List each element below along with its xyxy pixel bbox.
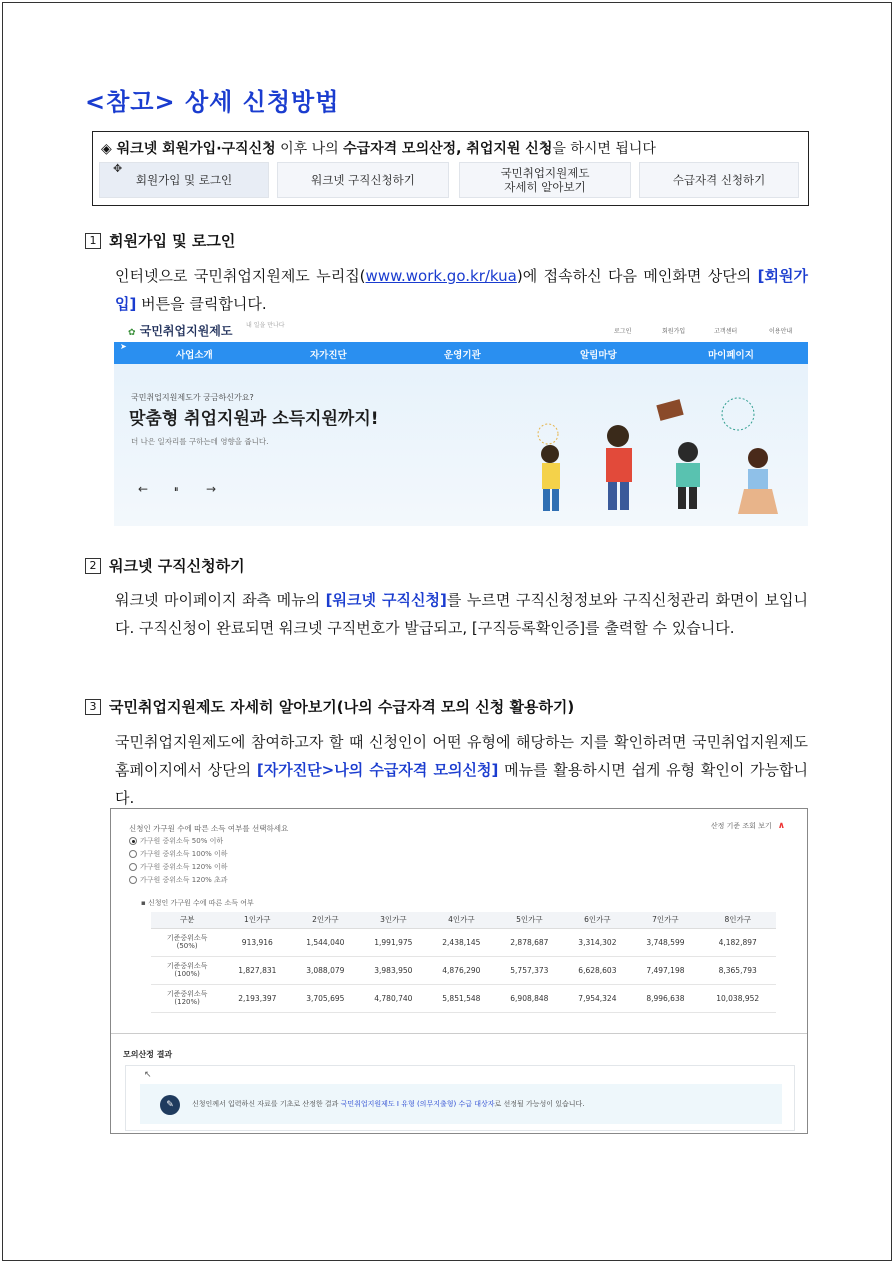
section-3-paragraph: 국민취업지원제도에 참여하고자 할 때 신청인이 어떤 유형에 해당하는 지를 확인하려면 국민취업지원제도 홈페이지에서 상단의 [자가진단>나의 수급자격 모의신청] 메뉴를 활용하시면 쉽게 유형 확인이 가능합니다. (115, 733, 808, 807)
radio-income-120[interactable]: 가구원 중위소득 120% 이하 (129, 862, 228, 872)
result-text: 신청인께서 입력하신 자료를 기초로 산정한 결과 국민취업지원제도 I 유형 (의무지출형) 수급 대상자로 선정될 가능성이 있습니다. (192, 1100, 585, 1108)
pause-icon[interactable]: ⏸ (174, 485, 179, 495)
page-title: <참고> 상세 신청방법 (85, 88, 340, 116)
step-label: 회원가입 및 로그인 (135, 172, 233, 187)
table-row: 기준중위소득 (120%) 2,193,397 3,705,695 4,780,740 5,851,548 6,908,848 7,954,324 8,996,638 10,038,952 (151, 984, 776, 1012)
criteria-toggle[interactable]: 산정 기준 조회 보기 ∧ (710, 821, 785, 831)
section-number: 3 (85, 699, 101, 715)
summary-text (101, 138, 656, 158)
cursor-icon: ✥ (113, 162, 123, 175)
table-title: ▪ 신청인 가구원 수에 따른 소득 여부 (141, 899, 254, 907)
step-label: 국민취업지원제도 자세히 알아보기 (500, 165, 590, 194)
step-learn-more-button[interactable] (459, 162, 631, 198)
site-link[interactable]: www.work.go.kr/kua (365, 267, 517, 285)
nav-item-mypage[interactable]: 마이페이지 (708, 350, 754, 361)
util-link-support[interactable]: 고객센터 (714, 328, 738, 335)
step-label: 워크넷 구직신청하기 (311, 172, 415, 187)
nav-item-agencies[interactable]: 운영기관 (444, 350, 481, 361)
util-link-guide[interactable]: 이용안내 (769, 328, 793, 335)
section-number: 2 (85, 558, 101, 574)
nav-item-selfcheck[interactable]: 자가진단 (310, 350, 347, 361)
site-header (114, 318, 808, 342)
selfcheck-highlight: [자가진단>나의 수급자격 모의신청] (256, 761, 499, 779)
income-question: 신청인 가구원 수에 따른 소득 여부를 선택하세요 (129, 824, 289, 833)
section-number: 1 (85, 233, 101, 249)
step-jobseek-button[interactable] (277, 162, 449, 198)
step-signup-login-button[interactable] (99, 162, 269, 198)
divider (111, 1033, 807, 1034)
next-arrow-icon[interactable]: → (206, 482, 217, 496)
income-table (151, 912, 776, 1013)
section-title: 회원가입 및 로그인 (109, 232, 236, 250)
hero-headline: 맞춤형 취업지원과 소득지원까지! (129, 409, 379, 429)
document-icon: ✎ (160, 1095, 180, 1115)
mock-eligibility-screenshot (110, 808, 808, 1134)
section-1-paragraph: 인터넷으로 국민취업지원제도 누리집(www.work.go.kr/kua)에 접속하신 다음 메인화면 상단의 [회원가입] 버튼을 클릭합니다. (115, 267, 808, 313)
summary-normal-2: 을 하시면 됩니다 (552, 141, 656, 157)
radio-income-100[interactable]: 가구원 중위소득 100% 이하 (129, 849, 228, 859)
result-box (125, 1065, 795, 1131)
result-heading: 모의산정 결과 (123, 1050, 173, 1059)
step-label: 수급자격 신청하기 (672, 172, 766, 187)
diamond-bullet: ◈ (101, 141, 112, 157)
radio-income-over-120[interactable]: 가구원 중위소득 120% 초과 (129, 875, 228, 885)
hero-subtitle: 더 나은 일자리를 구하는데 영향을 줍니다. (131, 437, 269, 446)
section-2-heading (85, 555, 245, 576)
cursor-arrow-icon: ➤ (120, 342, 127, 351)
summary-box (92, 131, 809, 206)
section-title: 워크넷 구직신청하기 (109, 557, 245, 575)
summary-bold-1: 워크넷 회원가입·구직신청 (116, 141, 276, 157)
prev-arrow-icon[interactable]: ← (138, 482, 149, 496)
nav-item-intro[interactable]: 사업소개 (176, 350, 213, 361)
table-row: 기준중위소득 (50%) 913,916 1,544,040 1,991,975 2,438,145 2,878,687 3,314,302 3,748,599 4,182,897 (151, 928, 776, 956)
site-logo[interactable]: ✿ 국민취업지원제도 내 일을 만나다 (128, 322, 285, 338)
summary-bold-2: 수급자격 모의산정, 취업지원 신청 (343, 141, 553, 157)
signup-highlight: [회원가입] (115, 267, 808, 313)
radio-income-50[interactable]: 가구원 중위소득 50% 이하 (129, 836, 223, 846)
jobseek-highlight: [워크넷 구직신청] (325, 591, 447, 609)
nav-item-notice[interactable]: 알림마당 (580, 350, 617, 361)
section-title: 국민취업지원제도 자세히 알아보기(나의 수급자격 모의 신청 활용하기) (109, 698, 575, 716)
result-message (140, 1084, 782, 1124)
table-row: 기준중위소득 (100%) 1,827,831 3,088,079 3,983,950 4,876,290 5,757,373 6,628,603 7,497,198 8,365,793 (151, 956, 776, 984)
util-link-login[interactable]: 로그인 (614, 328, 632, 335)
step-apply-button[interactable] (639, 162, 799, 198)
summary-normal-1: 이후 나의 (275, 141, 344, 157)
util-link-signup[interactable]: 회원가입 (662, 328, 686, 335)
chevron-up-icon: ∧ (777, 821, 785, 831)
hero-banner (114, 364, 808, 526)
homepage-screenshot (114, 318, 808, 526)
cursor-arrow-icon: ↖ (144, 1070, 152, 1080)
main-nav (114, 342, 808, 364)
hero-question: 국민취업지원제도가 궁금하신가요? (131, 393, 254, 402)
section-1-heading (85, 230, 235, 251)
jumping-people-illustration (488, 374, 808, 524)
table-header-row: 구분 1인가구 2인가구 3인가구 4인가구 5인가구 6인가구 7인가구 8인가구 (151, 912, 776, 928)
section-2-paragraph: 워크넷 마이페이지 좌측 메뉴의 [워크넷 구직신청]를 누르면 구직신청정보와 구직신청관리 화면이 보입니다. 구직신청이 완료되면 워크넷 구직번호가 발급되고, [구직등록확인증]를 출력할 수 있습니다. (115, 591, 808, 637)
section-3-heading (85, 696, 574, 717)
